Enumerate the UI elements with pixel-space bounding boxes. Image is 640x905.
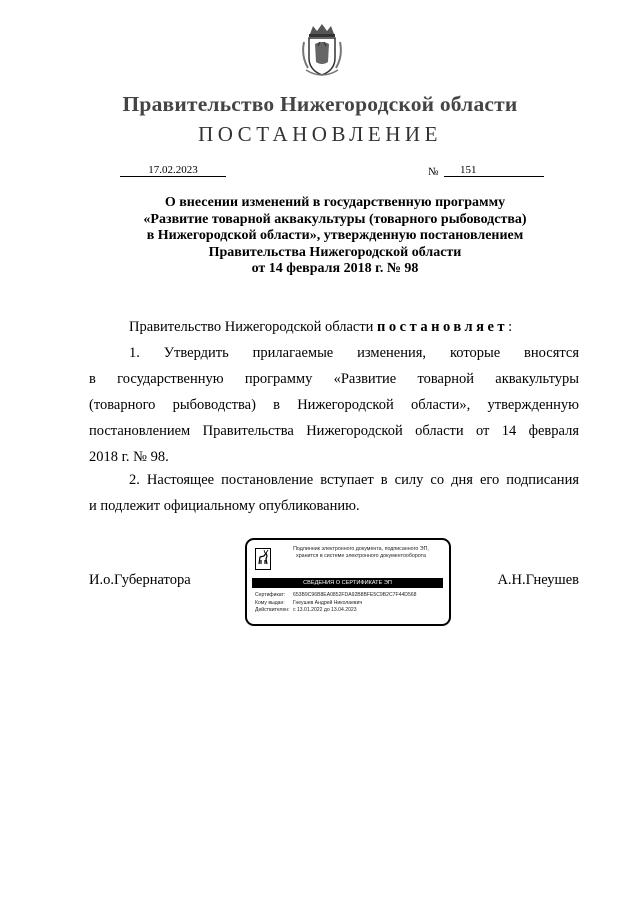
document-number: 151 <box>444 164 544 177</box>
document-subject <box>80 195 590 278</box>
paragraph-line: (товарного рыбоводства) в Нижегородской области», утвержденную <box>89 397 579 413</box>
stamp-title-bar: СВЕДЕНИЯ О СЕРТИФИКАТЕ ЭП <box>252 578 443 588</box>
subject-line: Правительства Нижегородской области <box>208 244 462 260</box>
intro-colon: : <box>508 319 513 335</box>
cert-value: 653B9C96B8EA0852FDA92B8BFE5C9B2C7F44D568 <box>293 592 417 598</box>
coat-of-arms-emblem <box>300 22 344 80</box>
paragraph-line: 2018 г. № 98. <box>89 449 169 465</box>
paragraph-line: в государственную программу «Развитие товарной аквакультуры <box>89 371 579 387</box>
owner-label: Кому выдан: <box>255 599 285 606</box>
subject-line: О внесении изменений в государственную программу <box>164 195 506 210</box>
paragraph-line: и подлежит официальному опубликованию. <box>89 498 360 514</box>
stamp-details <box>255 592 416 615</box>
paragraph-2 <box>89 467 579 519</box>
signer-name: А.Н.Гнеушев <box>497 572 579 588</box>
document-number-label: № <box>428 166 439 178</box>
stamp-header-line: хранится в системе электронного документооборота <box>296 553 426 559</box>
electronic-signature-stamp <box>245 538 451 626</box>
government-title: Правительство Нижегородской области <box>122 92 518 116</box>
validity-value: с 13.01.2022 до 13.04.2023 <box>293 607 357 613</box>
cert-label: Сертификат: <box>255 592 286 598</box>
intro-paragraph <box>89 314 579 340</box>
intro-spaced-word: постановляет <box>377 319 509 335</box>
document-date: 17.02.2023 <box>120 164 226 177</box>
stamp-header-line: Подлинник электронного документа, подписанного ЭП, <box>293 546 429 552</box>
stamp-header <box>275 546 447 560</box>
owner-value: Гнеушев Андрей Николаевич <box>293 599 363 606</box>
subject-line: «Развитие товарной аквакультуры (товарного рыбоводства) <box>143 211 527 227</box>
subject-line: от 14 февраля 2018 г. № 98 <box>251 261 419 276</box>
paragraph-line: постановлением Правительства Нижегородской области от 14 февраля <box>89 423 579 439</box>
signer-position: И.о.Губернатора <box>89 572 191 588</box>
paragraph-line: 2. Настоящее постановление вступает в силу со дня его подписания <box>129 472 579 488</box>
deer-emblem-icon <box>255 548 271 570</box>
paragraph-line: 1. Утвердить прилагаемые изменения, которые вносятся <box>129 345 579 361</box>
intro-text: Правительство Нижегородской области <box>129 319 378 335</box>
document-type-title: ПОСТАНОВЛЕНИЕ <box>198 122 442 146</box>
paragraph-1 <box>89 340 579 470</box>
subject-line: в Нижегородской области», утвержденную постановлением <box>146 228 524 243</box>
validity-label: Действителен: <box>255 607 290 613</box>
